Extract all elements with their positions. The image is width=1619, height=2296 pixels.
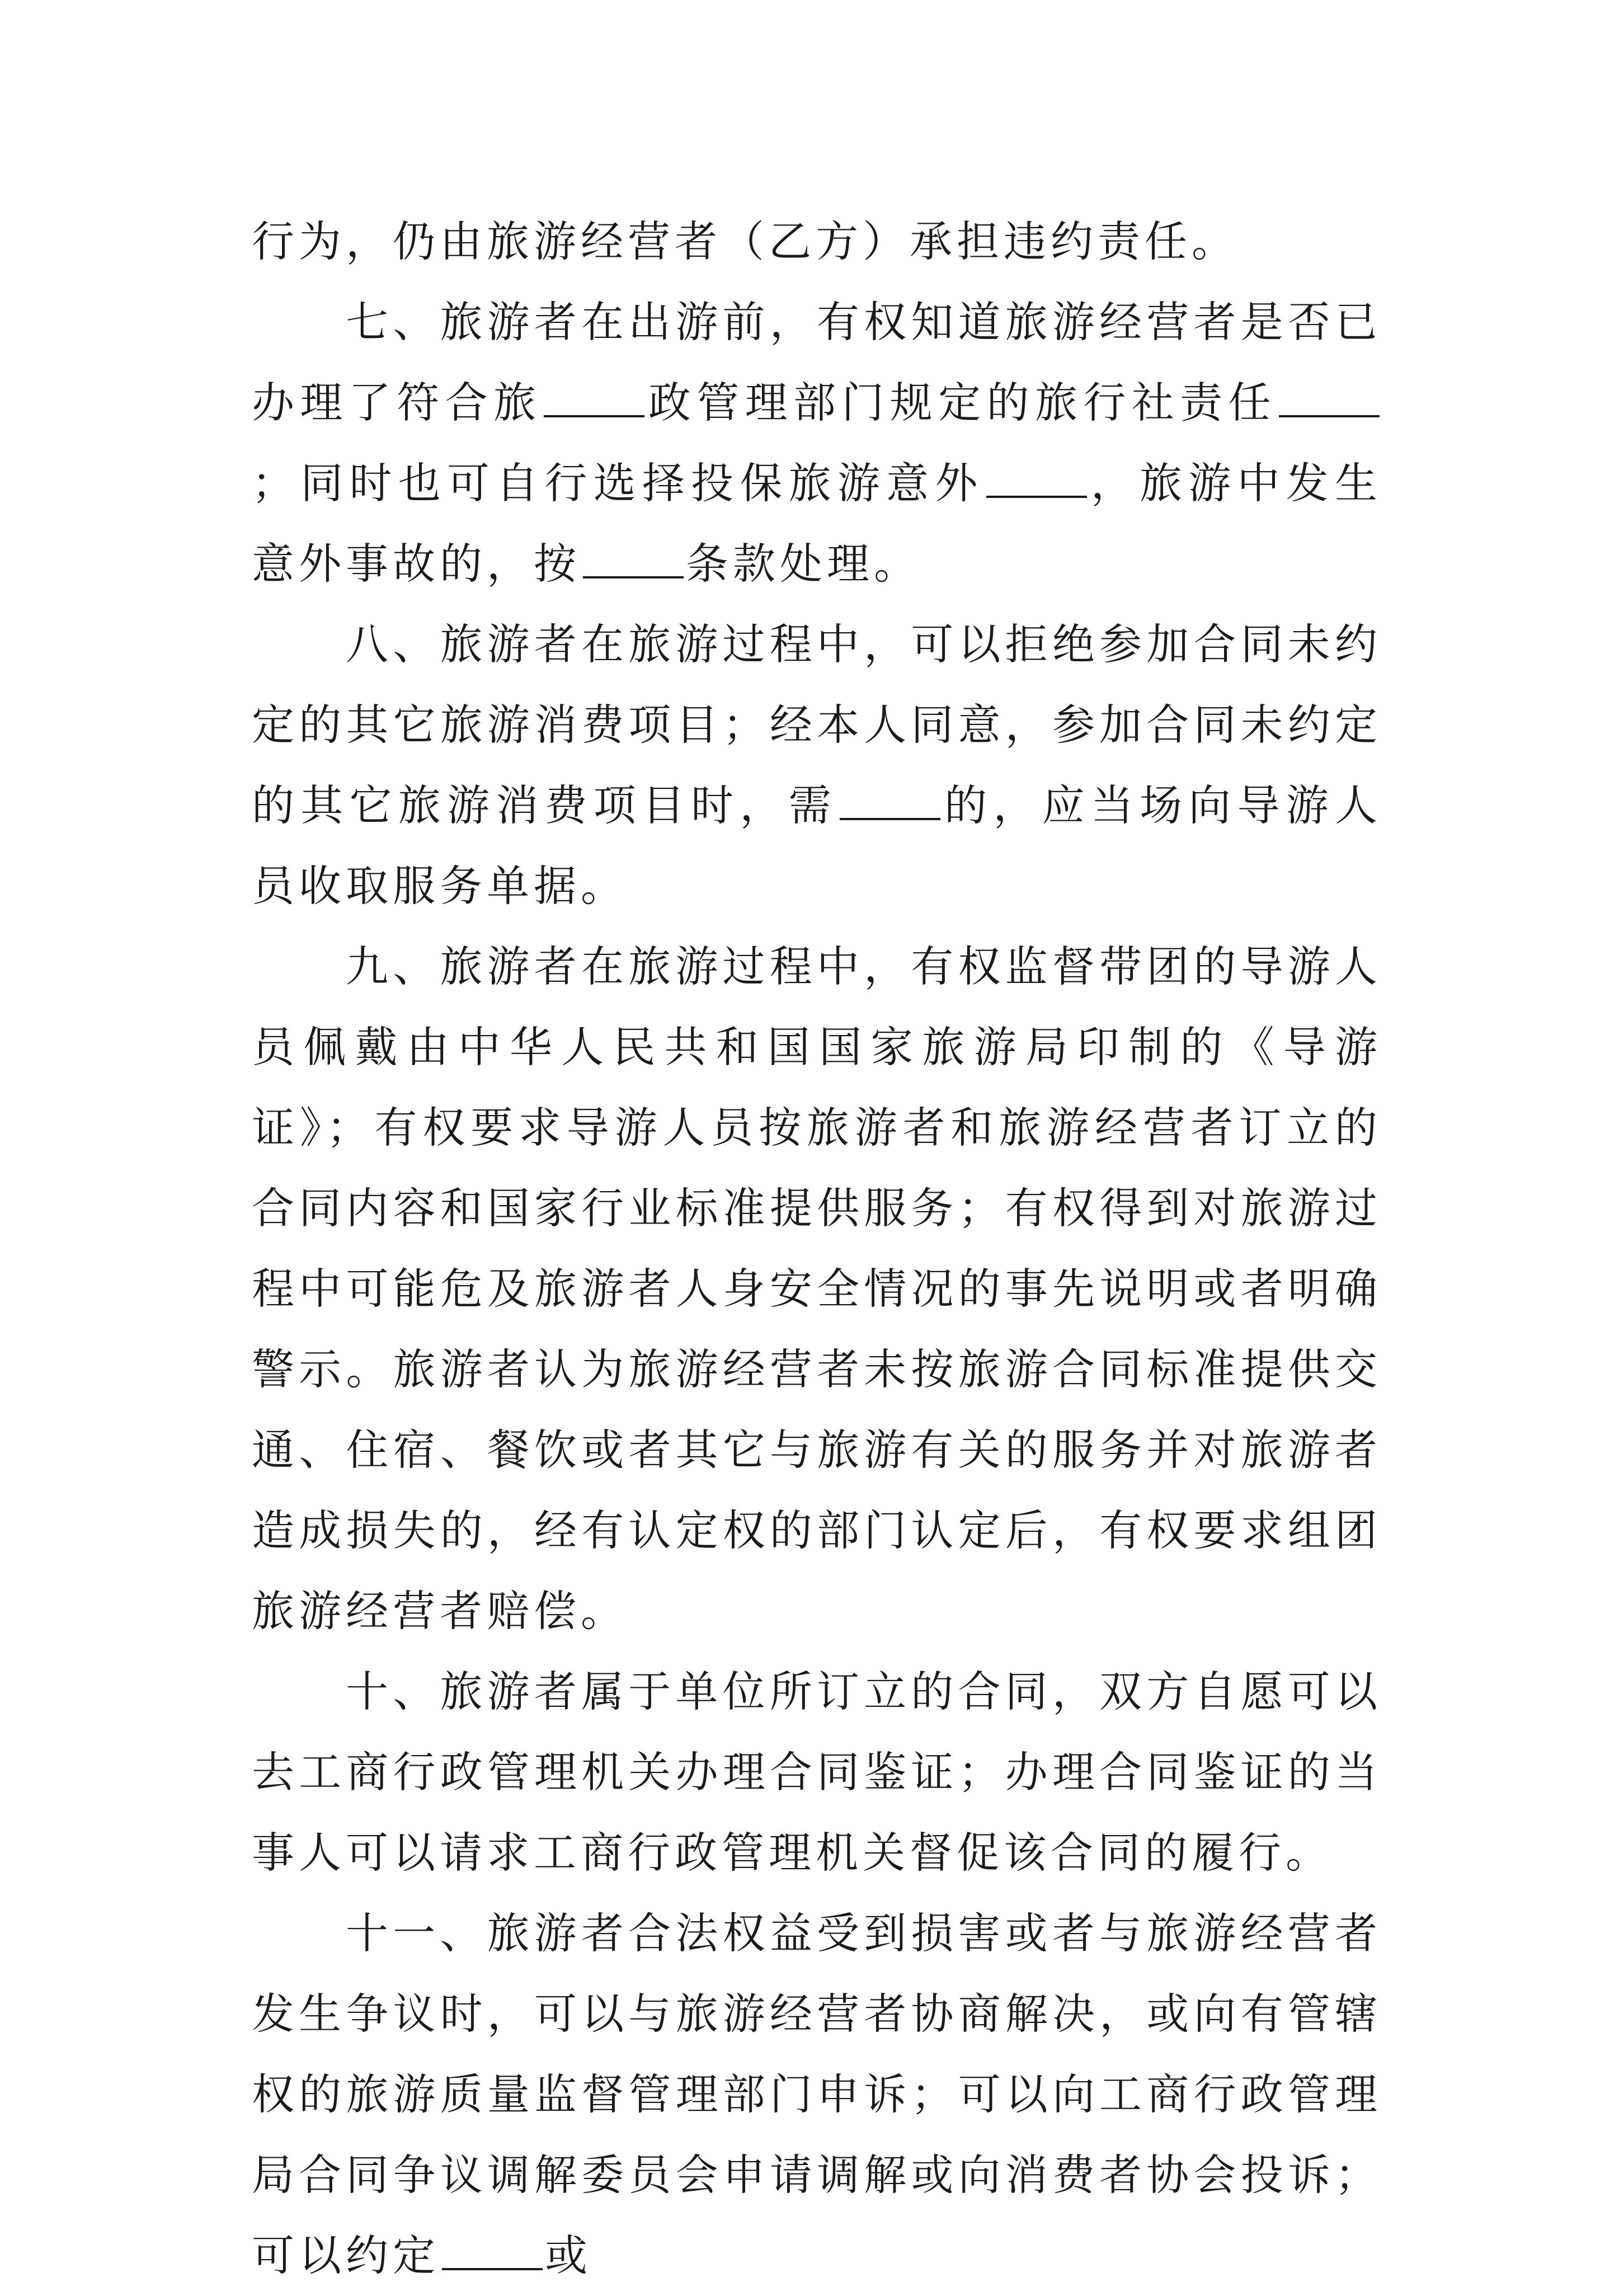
paragraph-text: 或 [545, 2231, 592, 2280]
paragraph-text: 条款处理。 [686, 539, 921, 589]
paragraph-text: ；同时也可自行选择投保旅游意外 [252, 458, 984, 508]
paragraph-text: 政管理部门规定的旅行社责任 [647, 378, 1277, 427]
paragraph [252, 201, 1382, 282]
paragraph-text: 行为，仍由旅游经营者（乙方）承担违约责任。 [252, 217, 1239, 266]
fill-in-blank [544, 382, 644, 417]
document-body [252, 201, 1382, 2296]
paragraph [252, 604, 1382, 926]
paragraph-text: 的，应当场向导游人员收取服务单据。 [252, 780, 1382, 911]
paragraph [252, 926, 1382, 1652]
paragraph [252, 1652, 1382, 1893]
fill-in-blank [442, 2234, 543, 2270]
paragraph [252, 282, 1382, 604]
paragraph-text: 八、旅游者在旅游过程中，可以拒绝参加合同未约定的其它旅游消费项目；经本人同意，参加合同未约定的其它旅游消费项目时，需 [252, 619, 1382, 830]
fill-in-blank [840, 784, 940, 820]
paragraph-text: ，旅游中发生意外事故的，按 [252, 458, 1382, 589]
paragraph-text: 七、旅游者在出游前，有权知道旅游经营者是否已办理了符合旅 [252, 297, 1382, 427]
fill-in-blank [1279, 382, 1380, 417]
fill-in-blank [583, 543, 684, 578]
fill-in-blank [986, 462, 1087, 498]
paragraph [252, 1893, 1382, 2296]
paragraph-text: 十、旅游者属于单位所订立的合同，双方自愿可以去工商行政管理机关办理合同鉴证；办理合同鉴证的当事人可以请求工商行政管理机关督促该合同的履行。 [252, 1667, 1382, 1878]
paragraph-text: 十一、旅游者合法权益受到损害或者与旅游经营者发生争议时，可以与旅游经营者协商解决，或向有管辖权的旅游质量监督管理部门申诉；可以向工商行政管理局合同争议调解委员会申请调解或向消费者协会投诉；可以约定 [252, 1908, 1382, 2280]
paragraph-text: 九、旅游者在旅游过程中，有权监督带团的导游人员佩戴由中华人民共和国国家旅游局印制的《导游证》；有权要求导游人员按旅游者和旅游经营者订立的合同内容和国家行业标准提供服务；有权得到对旅游过程中可能危及旅游者人身安全情况的事先说明或者明确警示。旅游者认为旅游经营者未按旅游合同标准提供交通、住宿、餐饮或者其它与旅游有关的服务并对旅游者造成损失的，经有认定权的部门认定后，有权要求组团旅游经营者赔偿。 [252, 942, 1382, 1636]
